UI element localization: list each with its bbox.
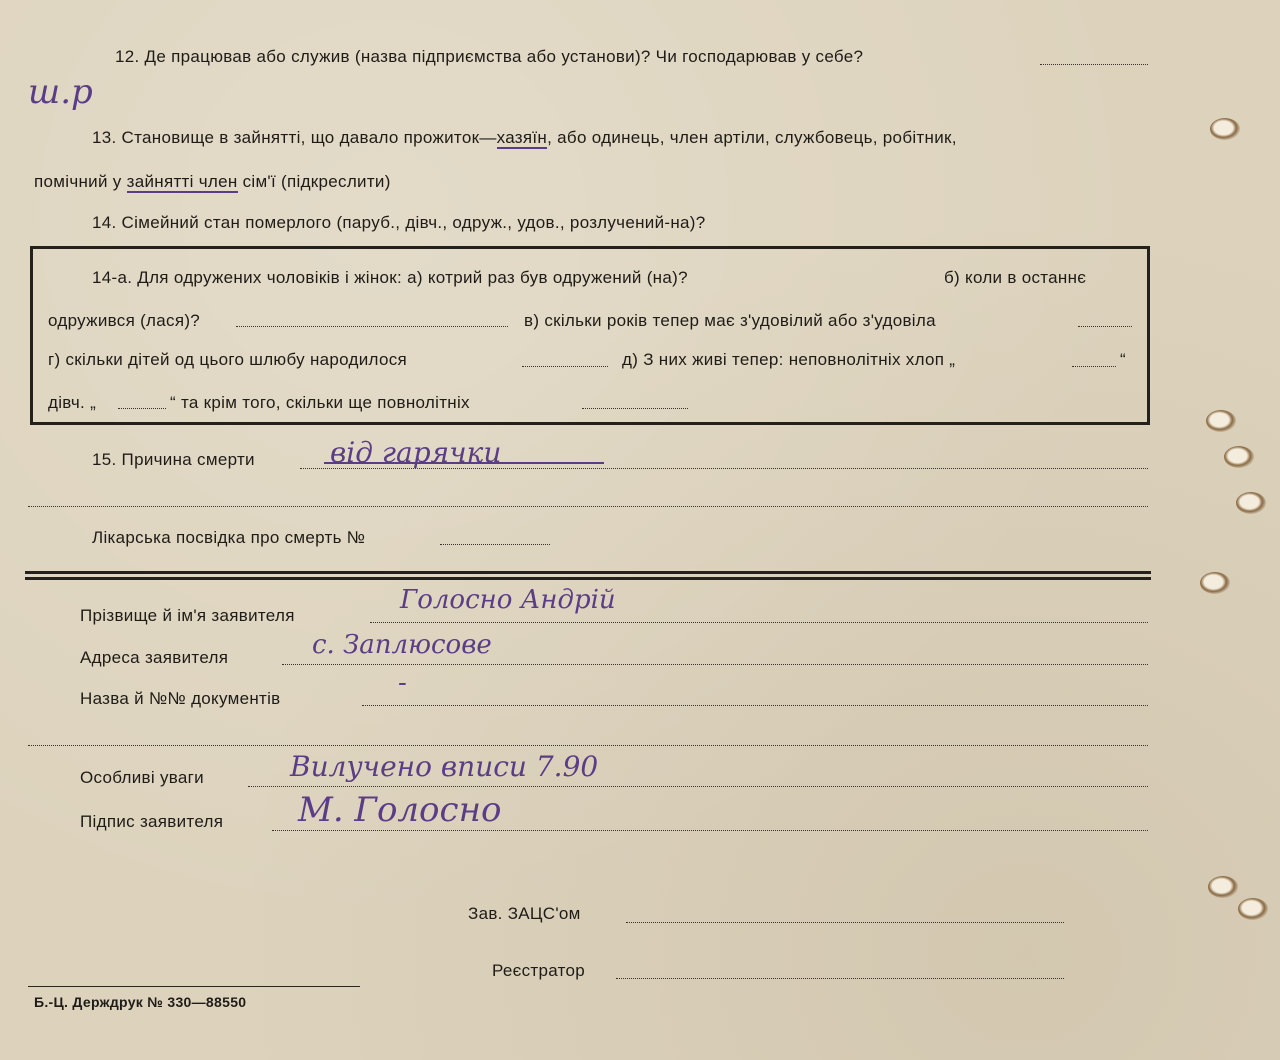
registrar-signature-line xyxy=(616,978,1064,979)
applicant-name-fill xyxy=(370,622,1148,623)
q14-text: 14. Сімейний стан померлого (паруб., дівч., одруж., удов., розлучений-на)? xyxy=(92,213,706,232)
q14a-line1: 14-а. Для одружених чоловіків і жінок: а) котрий раз був одружений (на)? xyxy=(92,268,688,287)
q15-label: 15. Причина смерти xyxy=(92,450,255,469)
binding-hole xyxy=(1208,876,1238,898)
q14a-line4-b: “ та крім того, скільки ще повнолітніх xyxy=(170,393,470,412)
special-notes-label: Особливі уваги xyxy=(80,768,204,787)
q12-fill-line xyxy=(1040,64,1148,65)
binding-hole xyxy=(1224,446,1254,468)
q15-extra-line xyxy=(28,506,1148,507)
q14a-line3-fill-end xyxy=(1072,366,1116,367)
applicant-address-fill xyxy=(282,664,1148,665)
medical-certificate-fill xyxy=(440,544,550,545)
q13-line2-suffix: сім'ї (підкреслити) xyxy=(237,172,391,191)
q14a-line3-a: г) скільки дітей од цього шлюбу народилося xyxy=(48,350,408,369)
signature-fill xyxy=(272,830,1148,831)
q14a-line2-fill xyxy=(236,326,508,327)
registrar-label: Реєстратор xyxy=(492,961,586,980)
q14a-line2-fill-end xyxy=(1078,326,1132,327)
q13-line2 xyxy=(34,172,391,192)
applicant-name-handwritten: Голосно Андрій xyxy=(400,585,616,615)
signature-label: Підпис заявителя xyxy=(80,812,224,831)
q15-handwritten-answer: від гарячки xyxy=(330,436,502,469)
q13-line1 xyxy=(92,128,957,148)
section-divider-top xyxy=(25,571,1151,574)
q13-line2-prefix: помічний у xyxy=(34,172,127,191)
q14a-line4-fill xyxy=(118,408,166,409)
q13-prefix: 13. Становище в зайнятті, що давало прожиток— xyxy=(92,128,497,147)
medical-certificate-label: Лікарська посвідка про смерть № xyxy=(92,528,366,547)
q14a-line1-b: б) коли в останнє xyxy=(944,268,1087,287)
special-notes-fill xyxy=(248,786,1148,787)
applicant-docs-fill xyxy=(362,705,1148,706)
applicant-signature: М. Голосно xyxy=(298,790,502,830)
applicant-name-label: Прізвище й ім'я заявителя xyxy=(80,606,295,625)
applicant-docs-label: Назва й №№ документів xyxy=(80,689,281,708)
q12-text: 12. Де працював або служив (назва підприємства або установи)? Чи господарював у себе? xyxy=(115,47,864,66)
applicant-address-handwritten: с. Заплюсове xyxy=(312,630,492,660)
q14a-line3-fill xyxy=(522,366,608,367)
binding-hole xyxy=(1236,492,1266,514)
q15-answer-underline xyxy=(324,462,604,464)
q14a-line2-a: одружився (лася)? xyxy=(48,311,201,330)
zags-head-label: Зав. ЗАЦС'ом xyxy=(468,904,581,923)
q13-suffix: , або одинець, член артіли, службовець, робітник, xyxy=(547,128,957,147)
special-notes-handwritten: Вилучено вписи 7.90 xyxy=(290,750,599,783)
q13-underlined-option-family: зайнятті член xyxy=(126,172,238,191)
zags-head-signature-line xyxy=(626,922,1064,923)
binding-hole xyxy=(1238,898,1268,920)
binding-hole xyxy=(1206,410,1236,432)
q14a-line2-b: в) скільки років тепер має з'удовілий або з'удовіла xyxy=(524,311,936,330)
applicant-docs-handwritten: - xyxy=(398,668,407,698)
q14a-line4-fill-end xyxy=(582,408,688,409)
binding-hole xyxy=(1210,118,1240,140)
applicant-extra-line xyxy=(28,745,1148,746)
binding-hole xyxy=(1200,572,1230,594)
printer-imprint: Б.-Ц. Держдрук № 330—88550 xyxy=(34,994,247,1010)
applicant-address-label: Адреса заявителя xyxy=(80,648,229,667)
footer-rule xyxy=(28,986,360,987)
q12-handwritten-answer: ш.р xyxy=(28,72,93,112)
q14a-line4-a: дівч. „ xyxy=(48,393,97,412)
q13-underlined-option-owner: хазяїн xyxy=(496,128,548,147)
q14a-line3-b: д) З них живі тепер: неповнолітніх хлоп „ xyxy=(622,350,956,369)
section-divider-bottom xyxy=(25,577,1151,580)
q14a-line3-c: “ xyxy=(1120,350,1126,369)
